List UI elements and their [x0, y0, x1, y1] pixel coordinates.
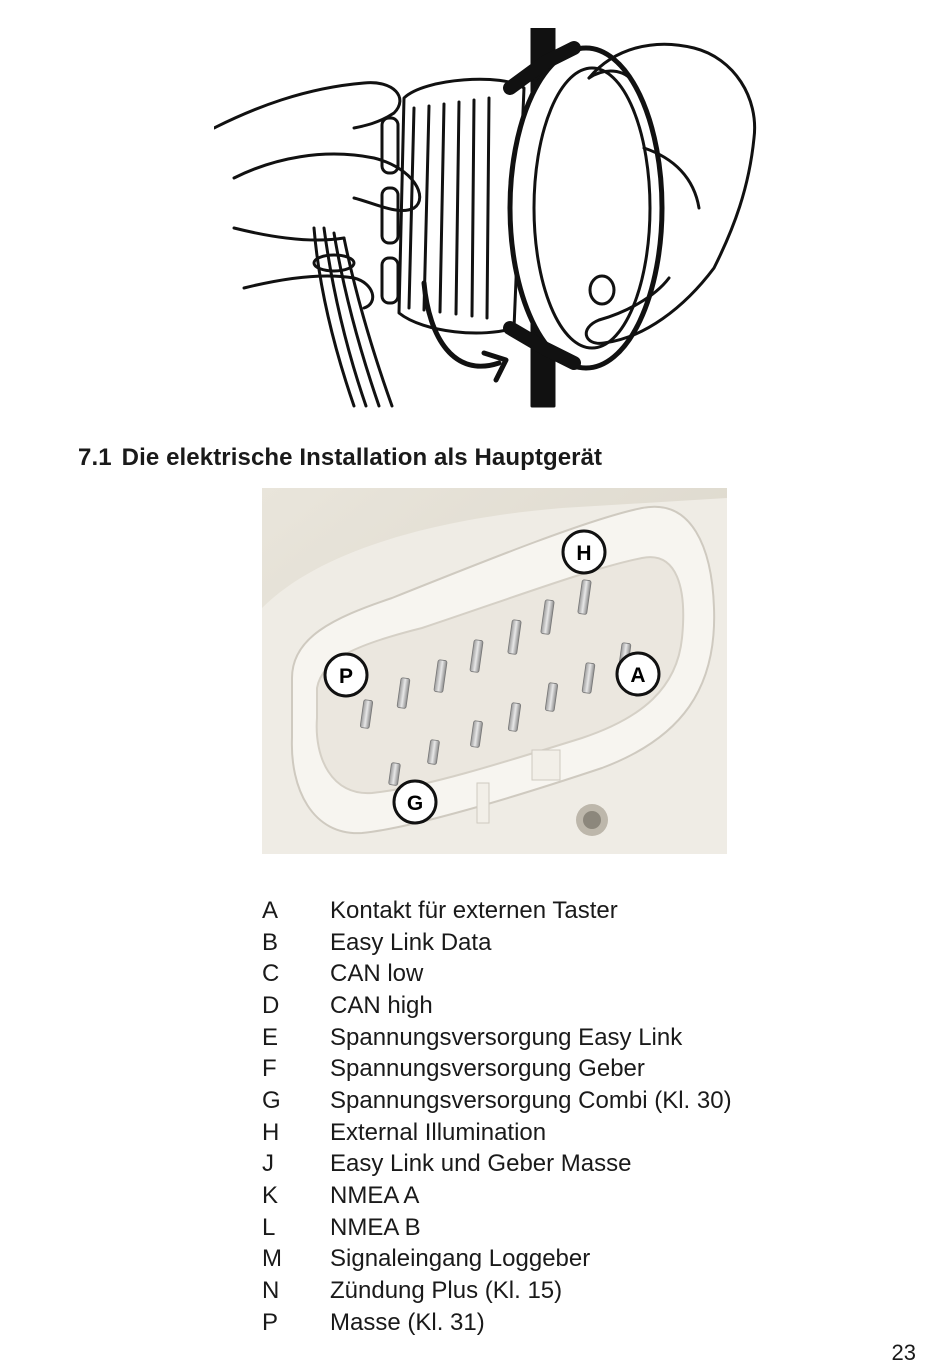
list-item [262, 1244, 732, 1276]
pin-letter: G [262, 1086, 281, 1114]
pin-letter: M [262, 1245, 282, 1273]
pin-description: Easy Link Data [330, 928, 492, 956]
pin-description: NMEA A [330, 1182, 420, 1210]
pin-letter: L [262, 1213, 276, 1241]
list-item [262, 1022, 732, 1054]
list-item [262, 990, 732, 1022]
callout-p-label: P [338, 665, 354, 688]
pin-letter: A [262, 896, 279, 924]
callout-g-label: G [406, 792, 424, 815]
pin-letter: N [262, 1277, 280, 1305]
section-number: 7.1 [78, 444, 112, 471]
callout-h-label: H [576, 542, 592, 565]
pin-description: NMEA B [330, 1213, 421, 1241]
pin-letter: J [262, 1150, 274, 1178]
list-item [262, 895, 732, 927]
pin-letter: P [262, 1308, 279, 1336]
pin-letter: B [262, 928, 279, 956]
pin-description: CAN low [330, 960, 424, 988]
list-item [262, 1180, 732, 1212]
pin-letter: D [262, 991, 280, 1019]
pin-letter: H [262, 1118, 280, 1146]
pin-description: Kontakt für externen Taster [330, 896, 618, 924]
pin-letter: F [262, 1055, 277, 1083]
pin-description: External Illumination [330, 1118, 547, 1146]
list-item [262, 958, 732, 990]
list-item [262, 1117, 732, 1149]
pin-assignment-list [262, 895, 732, 1339]
callout-p [325, 654, 367, 696]
pin-description: Zündung Plus (Kl. 15) [330, 1277, 563, 1305]
section-title: Die elektrische Installation als Hauptgerät [121, 444, 603, 471]
pin-description: Spannungsversorgung Easy Link [330, 1023, 683, 1051]
pin-letter: E [262, 1023, 279, 1051]
callout-g [394, 781, 436, 823]
pin-description: Spannungsversorgung Combi (Kl. 30) [330, 1086, 732, 1114]
pin-description: Masse (Kl. 31) [330, 1308, 485, 1336]
pin-letter: C [262, 960, 280, 988]
connector-photo [262, 488, 727, 854]
list-item [262, 1307, 732, 1339]
pin-description: CAN high [330, 991, 433, 1019]
mounting-illustration [214, 28, 774, 408]
page-number: 23 [891, 1340, 916, 1365]
list-item [262, 1053, 732, 1085]
callout-a [617, 653, 659, 695]
list-item [262, 1275, 732, 1307]
pin-letter: K [262, 1182, 279, 1210]
pin-description: Spannungsversorgung Geber [330, 1055, 645, 1083]
list-item [262, 927, 732, 959]
section-heading [78, 444, 602, 472]
list-item [262, 1212, 732, 1244]
callout-h [563, 531, 605, 573]
list-item [262, 1085, 732, 1117]
callout-a-label: A [630, 664, 646, 687]
list-item [262, 1149, 732, 1181]
pin-description: Easy Link und Geber Masse [330, 1150, 632, 1178]
pin-description: Signaleingang Loggeber [330, 1245, 591, 1273]
